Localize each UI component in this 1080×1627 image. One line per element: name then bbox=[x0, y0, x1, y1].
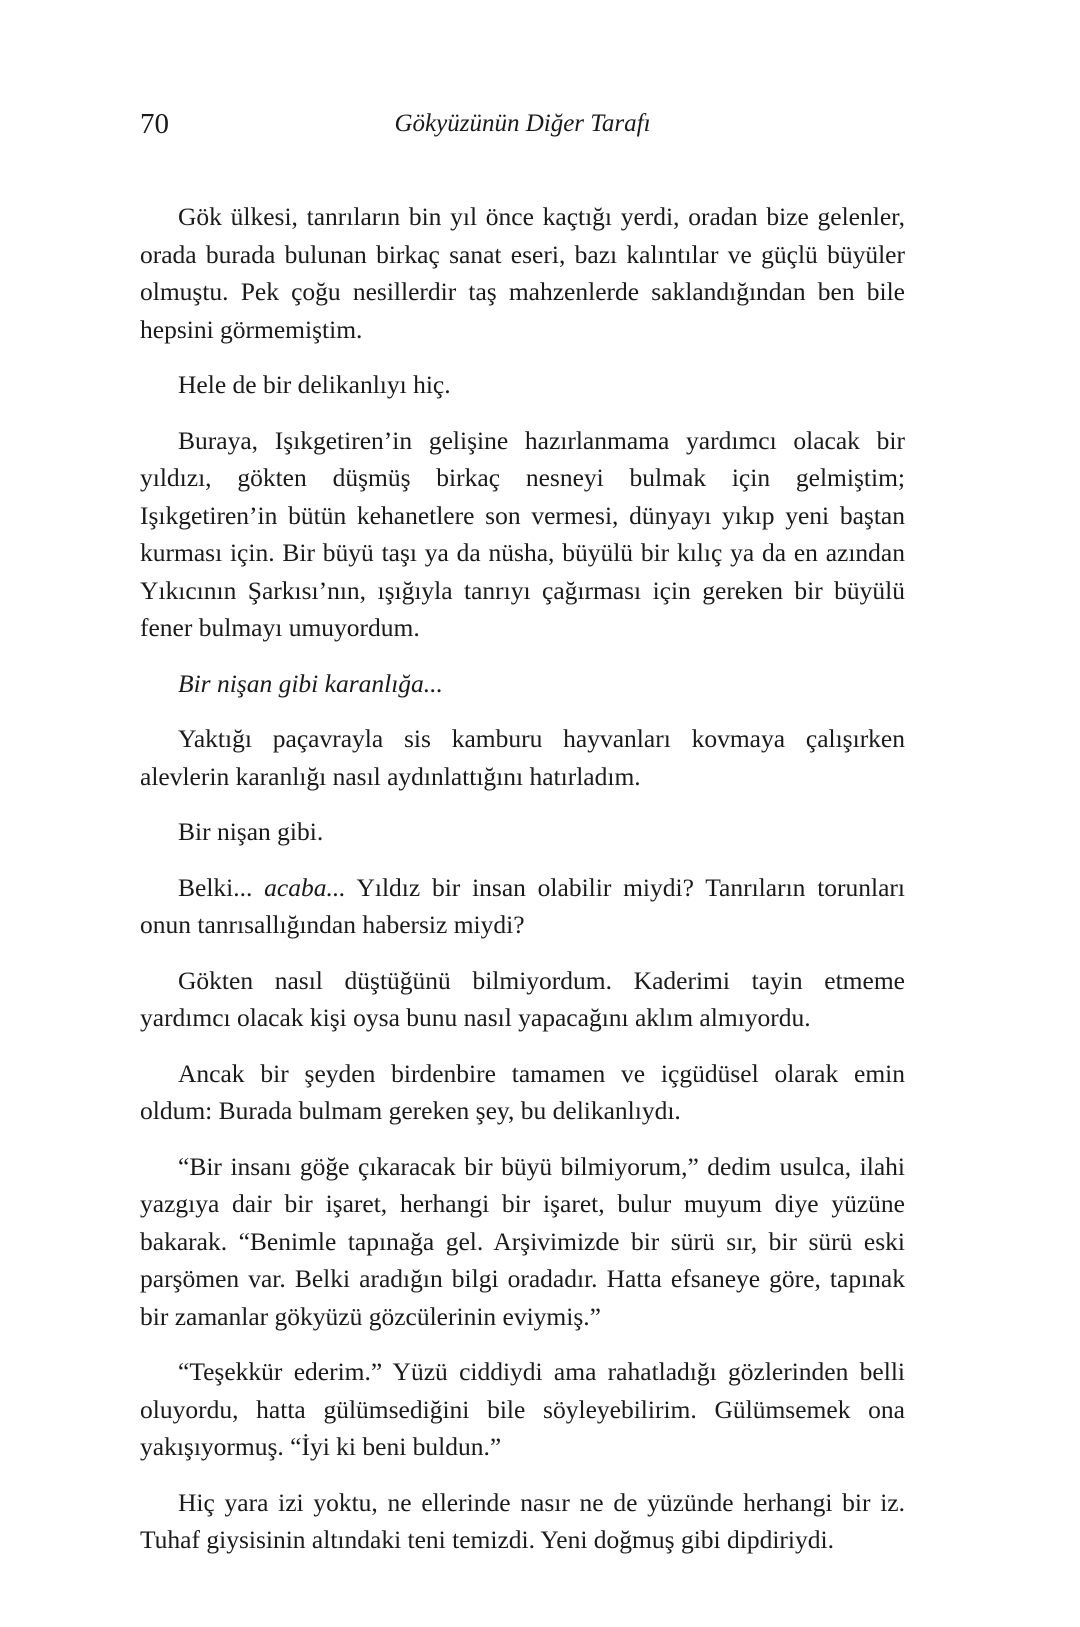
paragraph: Ancak bir şeyden birdenbire tamamen ve içgüdüsel olarak emin oldum: Burada bulmam gereken şey, bu delikanlıydı. bbox=[140, 1058, 905, 1125]
italic-paragraph: Bir nişan gibi karanlığa... bbox=[178, 668, 443, 698]
page-header bbox=[140, 108, 905, 148]
body-text bbox=[140, 198, 905, 1559]
paragraph-italic-text: acaba... bbox=[264, 872, 346, 902]
running-title: Gökyüzünün Diğer Tarafı bbox=[394, 110, 651, 137]
paragraph: Gök ülkesi, tanrıların bin yıl önce kaçtığı yerdi, oradan bize gelenler, orada burada bulunan birkaç sanat eseri, bazı kalıntılar ve güçlü büyüler olmuştu. Pek çoğu nesillerdir taş mahzenlerde saklandığından ben bile hepsini görmemiştim. bbox=[140, 202, 905, 344]
paragraph: “Teşekkür ederim.” Yüzü ciddiydi ama rahatladığı gözlerinden belli oluyordu, hatta gülümsediğini bile söyleyebilirim. Gülümsemek ona yakışıyormuş. “İyi ki beni buldun.” bbox=[140, 1357, 905, 1461]
paragraph: Hiç yara izi yoktu, ne ellerinde nasır ne de yüzünde herhangi bir iz. Tuhaf giysisinin altındaki teni temizdi. Yeni doğmuş gibi dipdiriydi. bbox=[140, 1487, 905, 1554]
paragraph: Gökten nasıl düştüğünü bilmiyordum. Kaderimi tayin etmeme yardımcı olacak kişi oysa bunu nasıl yapacağını aklım almıyordu. bbox=[140, 965, 905, 1032]
paragraph: Buraya, Işıkgetiren’in gelişine hazırlanmama yardımcı olacak bir yıldızı, gökten düşmüş birkaç nesneyi bulmak için gelmiştim; Işıkgetiren’in bütün kehanetlere son vermesi, dünyayı yıkıp yeni baştan kurması için. Bir büyü taşı ya da nüsha, büyülü bir kılıç ya da en azından Yıkıcının Şarkısı’nın, ışığıyla tanrıyı çağırması için gereken bir büyülü fener bulmayı umuyordum. bbox=[140, 425, 905, 642]
book-page bbox=[140, 108, 905, 1577]
paragraph-text-end: Yıldız bir insan olabilir miydi? Tanrıların torunları onun tanrısallığından habersiz miydi? bbox=[140, 872, 905, 939]
paragraph: Bir nişan gibi. bbox=[178, 817, 324, 846]
paragraph-text-start: Belki... bbox=[178, 872, 265, 902]
page-number: 70 bbox=[140, 108, 169, 140]
paragraph: “Bir insanı göğe çıkaracak bir büyü bilmiyorum,” dedim usulca, ilahi yazgıya dair bir işaret, herhangi bir işaret, bulur muyum diye yüzüne bakarak. “Benimle tapınağa gel. Arşivimizde bir sürü sır, bir sürü eski parşömen var. Belki aradığın bilgi oradadır. Hatta efsaneye göre, tapınak bir zamanlar gökyüzü gözcülerinin eviymiş.” bbox=[140, 1151, 905, 1331]
paragraph bbox=[140, 869, 905, 944]
paragraph: Hele de bir delikanlıyı hiç. bbox=[178, 370, 451, 399]
paragraph: Yaktığı paçavrayla sis kamburu hayvanları kovmaya çalışırken alevlerin karanlığı nasıl aydınlattığını hatırladım. bbox=[140, 724, 905, 791]
